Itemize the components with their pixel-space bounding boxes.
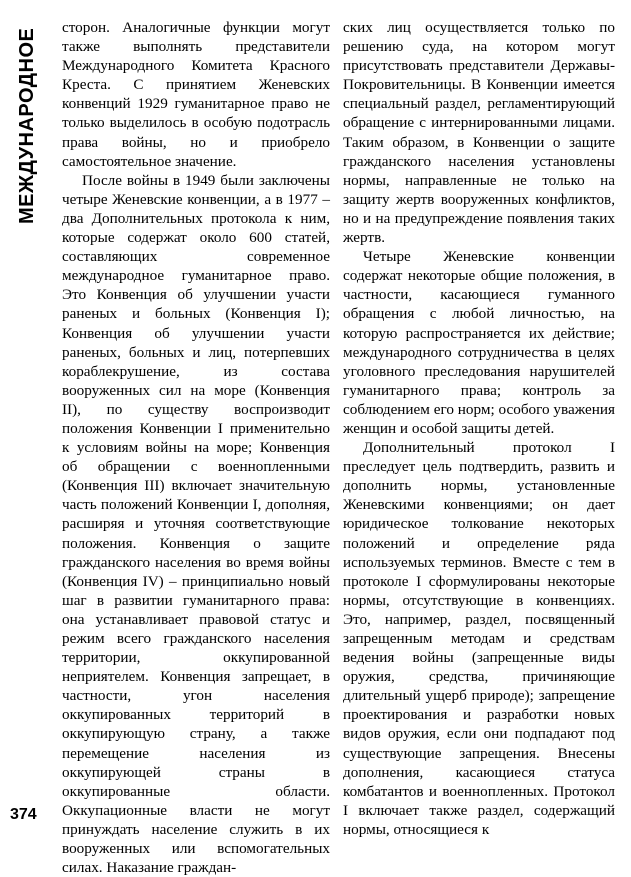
left-paragraph-2: После войны в 1949 были заключены четыре Женевские конвенции, а в 1977 – два Дополнительных протокола к ним, которые содержат около 600 статей, составляющих современное международное гуманитарное право. Это Конвенция об улучшении участи раненых и больных (Конвенция I); Конвенция об улучшении участи раненых, больных и лиц, потерпевших кораблекрушение, из состава вооруженных сил на море (Конвенция II), по существу воспроизводит положения Конвенции I применительно к условиям войны на море; Конвенция об обращении с военнопленными (Конвенция III) включает значительную часть положений Конвенции I, дополняя, расширяя и уточняя соответствующие положения. Конвенция о защите гражданского населения во время войны (Конвенция IV) – принципиально новый шаг в развитии гуманитарного права: она устанавливает правовой статус и режим всего гражданского населения территории, оккупированной неприятелем. Конвенция запрещает, в частности, угон населения оккупированных территорий в оккупирующую страну, а также перемещение населения из оккупирующей страны в оккупированные области. Оккупационные власти не могут принуждать население служить в их вооруженных или вспомогательных силах. Наказание граждан- [62, 171, 330, 877]
right-column [343, 18, 615, 839]
right-paragraph-2: Четыре Женевские конвенции содержат некоторые общие положения, в частности, касающиеся гуманного обращения с любой личностью, на которую распространяется их действие; международного сотрудничества в целях уголовного преследования нарушителей гуманитарного права; контроль за соблюдением его норм; особого уважения женщин и особой защиты детей. [343, 248, 615, 437]
running-head [6, 24, 46, 224]
running-head-text: МЕЖДУНАРОДНОЕ [16, 27, 38, 224]
left-column [62, 18, 330, 877]
page-number: 374 [10, 806, 37, 823]
right-paragraph-1: ских лиц осуществляется только по решению суда, на котором могут присутствовать представители Державы-Покровительницы. В Конвенции имеется специальный раздел, регламентирующий обращение с интернированными лицами. Таким образом, в Конвенции о защите гражданского населения установлены нормы, направленные не только на защиту жертв вооруженных конфликтов, но и на предупреждение появления таких жертв. [343, 19, 615, 247]
right-paragraph-3: Дополнительный протокол I преследует цель подтвердить, развить и дополнить нормы, установленные Женевскими конвенциями; он дает юридическое толкование некоторых положений и определение ряда используемых терминов. Вместе с тем в протоколе I сформулированы некоторые нормы, отсутствующие в конвенциях. Это, например, раздел, посвященный запрещенным методам и средствам ведения войны (запрещенные виды оружия, средства, причиняющие длительный ущерб природе); запрещение проектирования и разработки новых видов оружия, если они подпадают под существующие запрещения. Внесены дополнения, касающиеся статуса комбатантов и военнопленных. Протокол I включает также раздел, содержащий нормы, относящиеся к [343, 439, 615, 838]
left-paragraph-1: сторон. Аналогичные функции могут также выполнять представители Международного Комитета Красного Креста. С принятием Женевских конвенций 1929 гуманитарное право не только выделилось в особую подотрасль права войны, но и приобрело самостоятельное значение. [62, 19, 330, 170]
